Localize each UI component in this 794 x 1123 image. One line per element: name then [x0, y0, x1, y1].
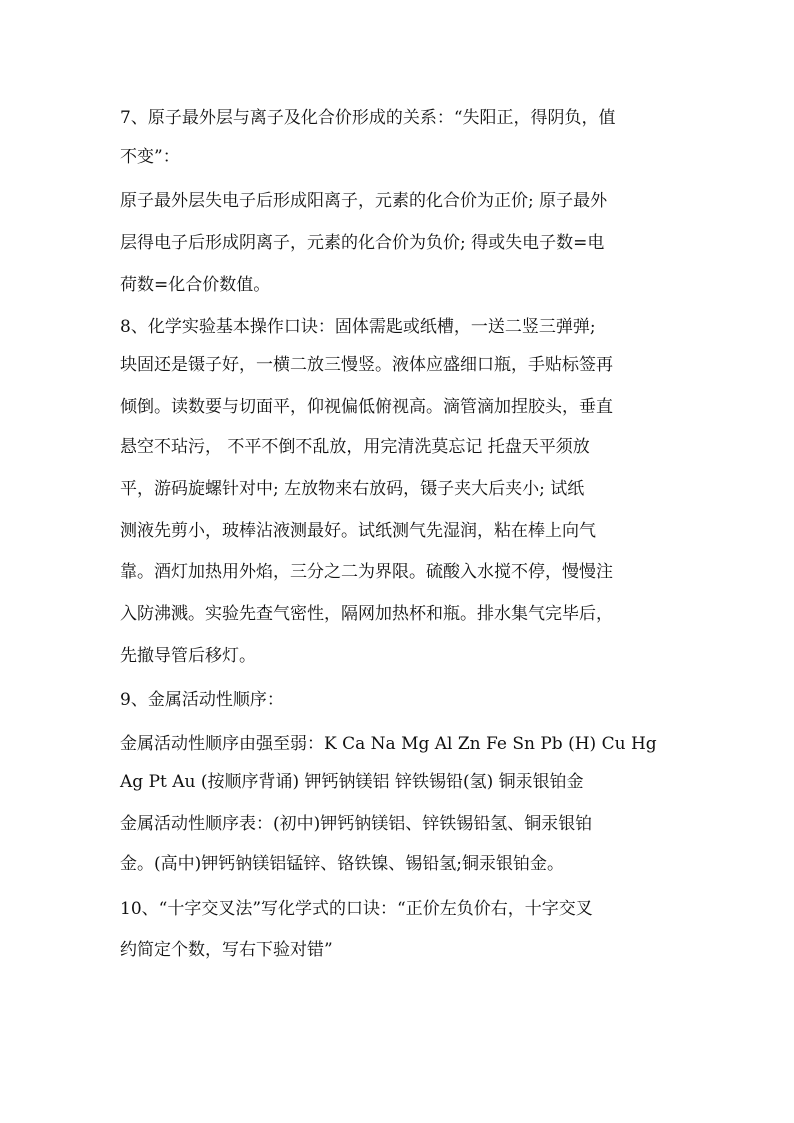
text-line: 层得电子后形成阴离子，元素的化合价为负价; 得或失电子数=电 [120, 233, 605, 253]
text-line: 金。(高中)钾钙钠镁铝锰锌、铬铁镍、锡铅氢;铜汞银铂金。 [120, 854, 564, 874]
text-line: 块固还是镊子好，一横二放三慢竖。液体应盛细口瓶，手贴标签再 [120, 355, 613, 375]
text-line: 7、原子最外层与离子及化合价形成的关系：“失阳正，得阴负，值 [120, 108, 616, 128]
text-line: 8、化学实验基本操作口诀：固体需匙或纸槽，一送二竖三弹弹; [120, 317, 596, 337]
text-line: 金属活动性顺序由强至弱：K Ca Na Mg Al Zn Fe Sn Pb (H) Cu Hg [120, 734, 657, 754]
text-line: 入防沸溅。实验先查气密性，隔网加热杯和瓶。排水集气完毕后， [120, 604, 613, 624]
text-line: 不变”： [120, 147, 180, 167]
text-line: 荷数=化合价数值。 [120, 275, 271, 295]
text-line: 悬空不玷污， 不平不倒不乱放，用完清洗莫忘记 托盘天平须放 [120, 437, 590, 457]
text-line: 平，游码旋螺针对中; 左放物来右放码，镊子夹大后夹小; 试纸 [120, 479, 585, 499]
text-line: 靠。酒灯加热用外焰，三分之二为界限。硫酸入水搅不停，慢慢注 [120, 562, 613, 582]
text-line: 原子最外层失电子后形成阳离子，元素的化合价为正价; 原子最外 [120, 191, 608, 211]
text-line: 10、“十字交叉法”写化学式的口诀：“正价左负价右，十字交叉 [120, 899, 593, 919]
text-line: 先撤导管后移灯。 [120, 646, 256, 666]
text-line: 倾倒。读数要与切面平，仰视偏低俯视高。滴管滴加捏胶头，垂直 [120, 397, 613, 417]
text-line: 约简定个数，写右下验对错” [120, 940, 333, 960]
text-line: 测液先剪小，玻棒沾液测最好。试纸测气先湿润，粘在棒上向气 [120, 521, 596, 541]
text-line: 金属活动性顺序表：(初中)钾钙钠镁铝、锌铁锡铅氢、铜汞银铂 [120, 814, 593, 834]
text-line: Ag Pt Au (按顺序背诵) 钾钙钠镁铝 锌铁锡铅(氢) 铜汞银铂金 [120, 772, 584, 792]
text-line: 9、金属活动性顺序： [120, 690, 284, 710]
